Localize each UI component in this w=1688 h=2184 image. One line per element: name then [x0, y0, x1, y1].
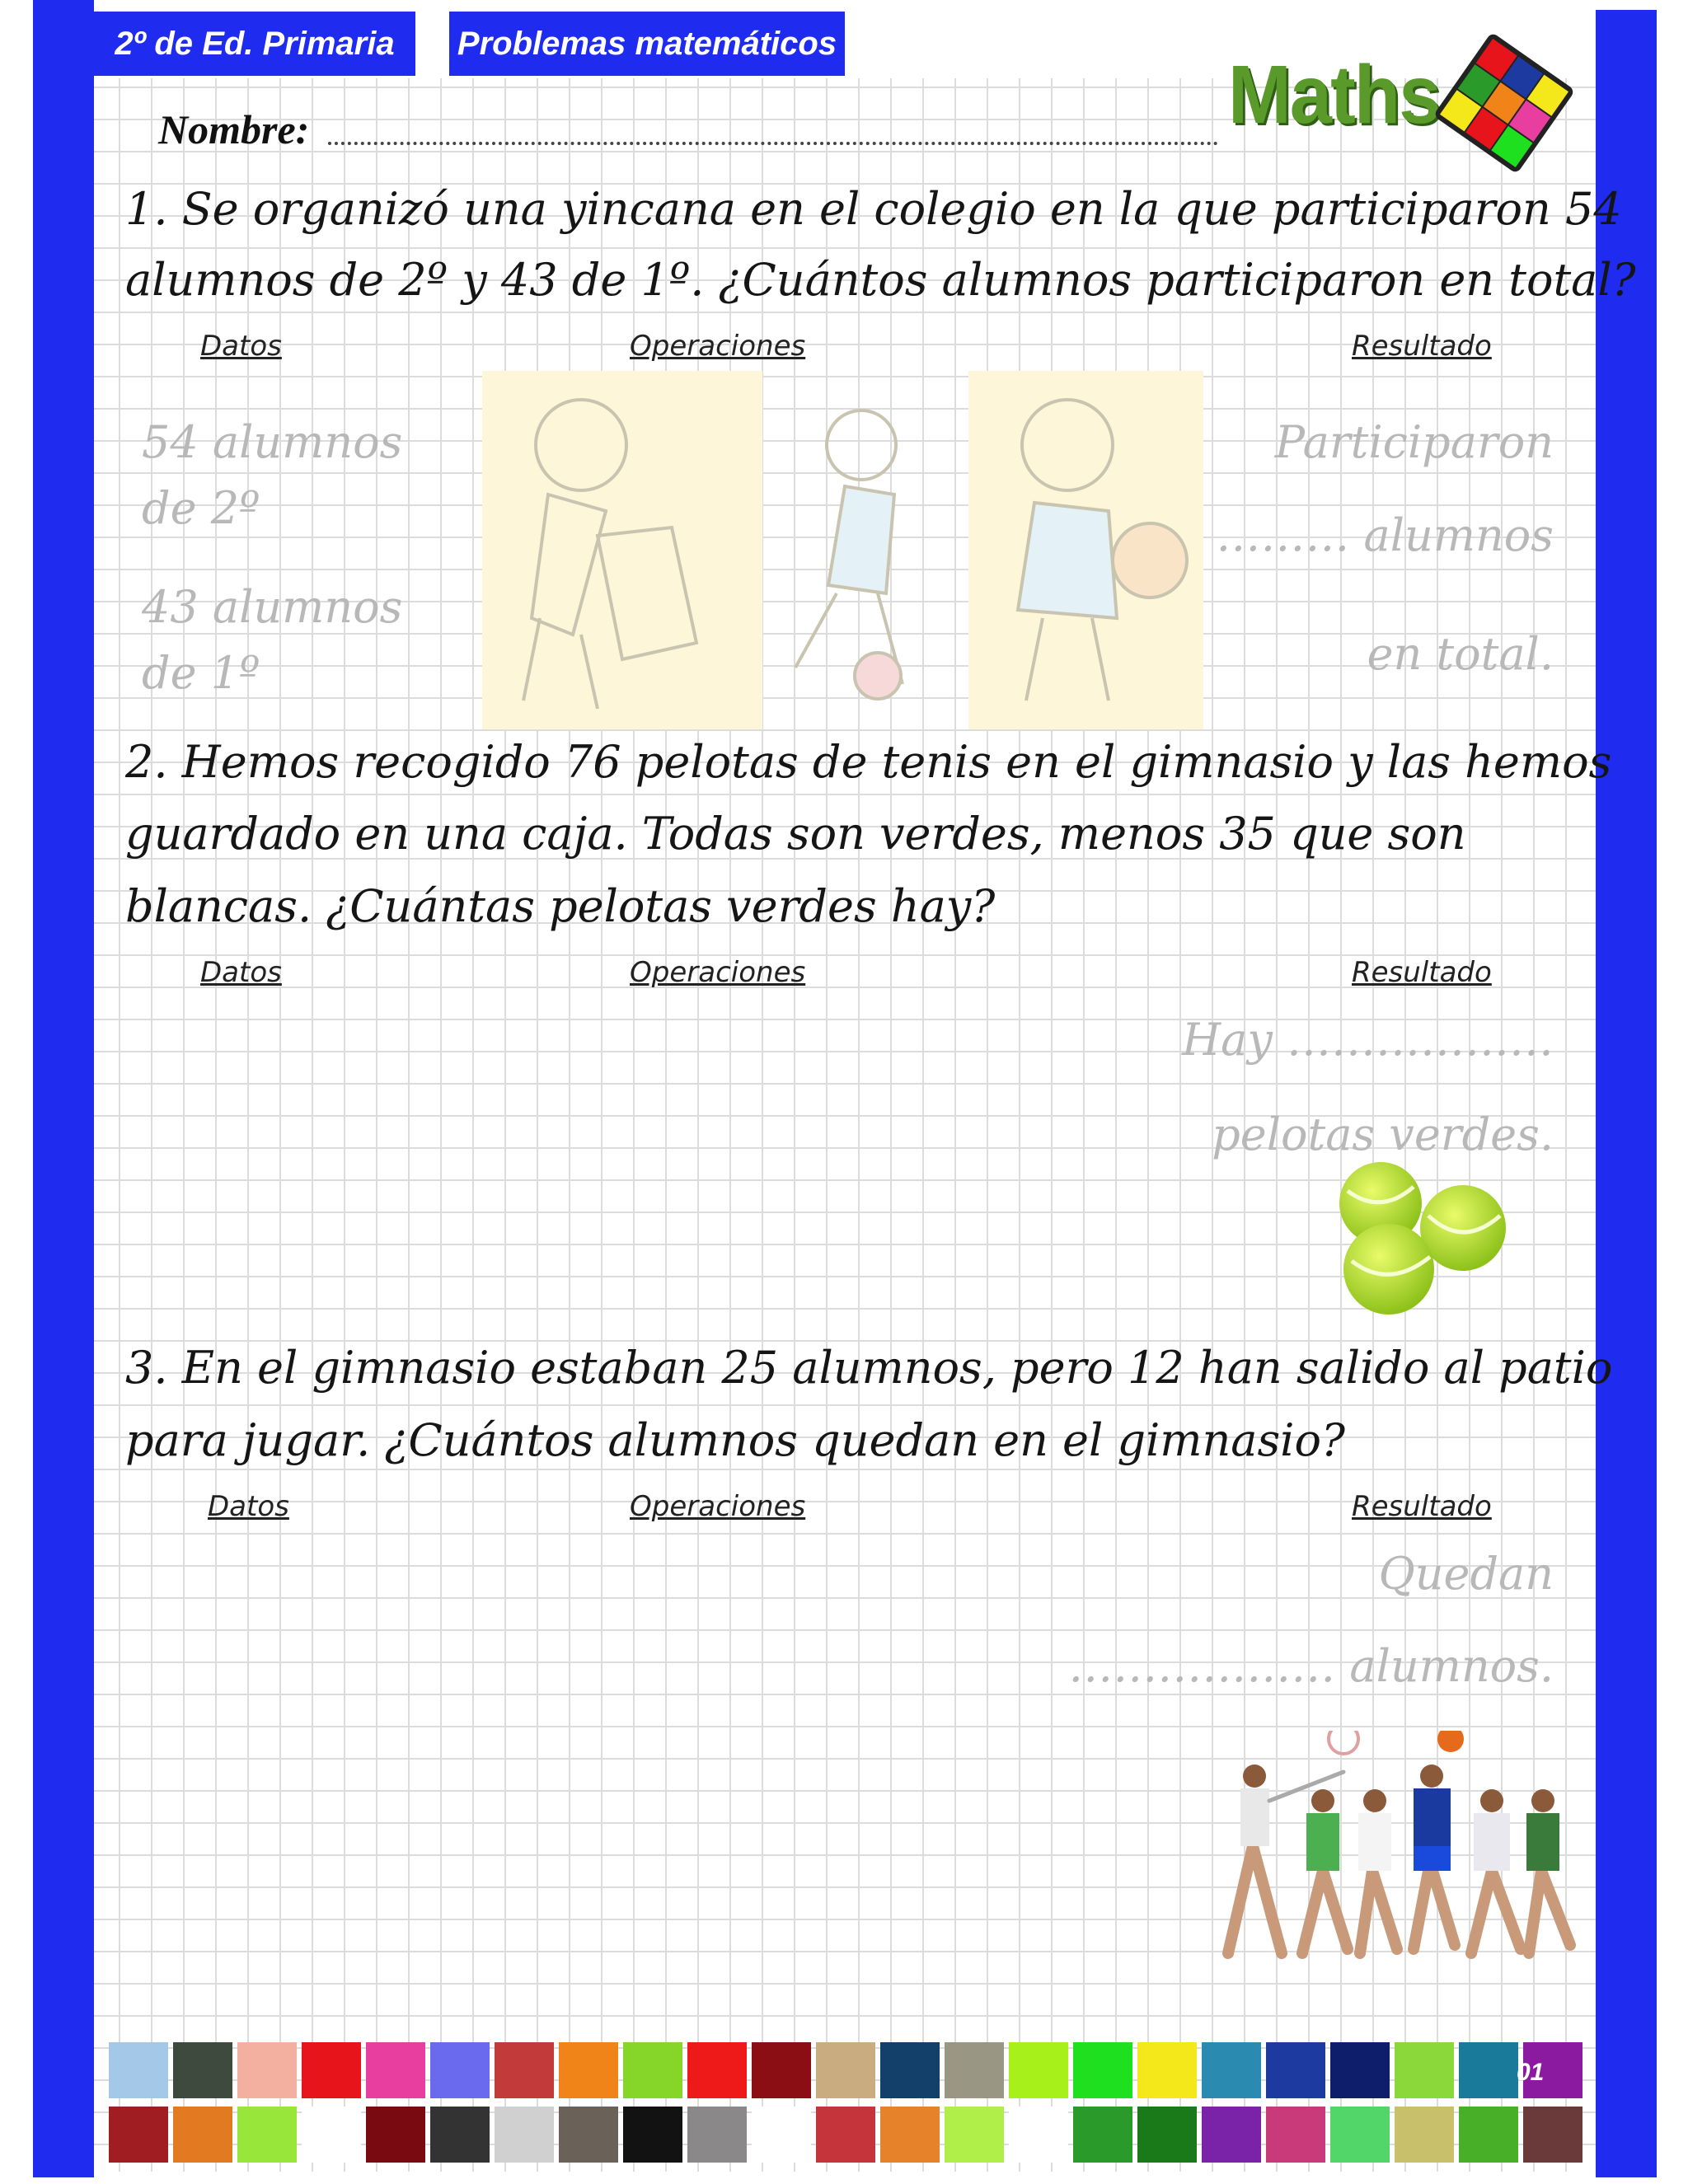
color-swatch	[1459, 2042, 1518, 2098]
color-swatch	[366, 2042, 425, 2098]
color-swatch	[1073, 2107, 1132, 2163]
color-swatch	[945, 2107, 1004, 2163]
color-swatch	[623, 2042, 682, 2098]
operaciones-label-3: Operaciones	[630, 1490, 806, 1523]
color-swatch	[623, 2107, 682, 2163]
datos-label-2: Datos	[200, 956, 282, 989]
color-swatch	[495, 2107, 554, 2163]
rubiks-cube-icon	[1434, 33, 1574, 173]
color-swatch	[237, 2042, 297, 2098]
resultado-2-line-2: pelotas verdes.	[1212, 1108, 1554, 1160]
operaciones-label-1: Operaciones	[630, 330, 806, 363]
problem-2-line-3: blancas. ¿Cuántas pelotas verdes hay?	[125, 880, 996, 932]
color-swatch	[1266, 2042, 1325, 2098]
problem-1-line-1: 1. Se organizó una yincana en el colegio en la que participaron 54	[125, 183, 1622, 235]
datos-label-1: Datos	[200, 330, 282, 363]
resultado-2-line-1: Hay ………………	[1182, 1014, 1554, 1066]
color-swatch	[880, 2042, 940, 2098]
resultado-1-line-1: Participaron	[1274, 416, 1554, 468]
name-field[interactable]	[328, 142, 1218, 145]
color-swatch	[495, 2042, 554, 2098]
worksheet-title-tab: Problemas matemáticos	[449, 12, 845, 76]
color-swatch	[366, 2107, 425, 2163]
datos-1-line-3: 43 alumnos	[142, 581, 403, 633]
resultado-3-line-2: ……………… alumnos.	[1068, 1640, 1554, 1692]
color-swatch	[1073, 2042, 1132, 2098]
color-swatch	[109, 2107, 168, 2163]
color-swatch	[1330, 2042, 1390, 2098]
tennis-balls-image	[1331, 1158, 1512, 1323]
color-swatch	[1330, 2107, 1390, 2163]
operaciones-label-2: Operaciones	[630, 956, 806, 989]
resultado-label-2: Resultado	[1352, 956, 1492, 989]
color-swatch	[559, 2107, 618, 2163]
color-swatch	[1202, 2042, 1261, 2098]
resultado-label-3: Resultado	[1352, 1490, 1492, 1523]
resultado-1-line-2: ……… alumnos	[1216, 509, 1554, 561]
athletes-image	[1203, 1731, 1582, 1978]
datos-1-line-2: de 2º	[142, 482, 260, 534]
color-swatch	[1009, 2107, 1068, 2163]
resultado-1-line-3: en total.	[1367, 628, 1554, 680]
color-swatch	[109, 2042, 168, 2098]
color-swatch	[1137, 2042, 1197, 2098]
palette-row-2	[109, 2107, 1582, 2163]
color-swatch	[1009, 2042, 1068, 2098]
color-swatch	[687, 2042, 747, 2098]
color-swatch	[559, 2042, 618, 2098]
problem-2-line-2: guardado en una caja. Todas son verdes, menos 35 que son	[125, 808, 1466, 860]
problem-3-line-1: 3. En el gimnasio estaban 25 alumnos, pero 12 han salido al patio	[125, 1342, 1613, 1394]
color-swatch	[1395, 2107, 1454, 2163]
resultado-3-line-1: Quedan	[1378, 1548, 1554, 1600]
problem-3-line-2: para jugar. ¿Cuántos alumnos quedan en el gimnasio?	[125, 1414, 1345, 1466]
resultado-label-1: Resultado	[1352, 330, 1492, 363]
color-swatch	[1459, 2107, 1518, 2163]
color-swatch	[816, 2042, 875, 2098]
color-swatch	[430, 2107, 490, 2163]
right-border-bar	[1596, 10, 1657, 2177]
color-swatch	[173, 2042, 232, 2098]
datos-label-3: Datos	[208, 1490, 289, 1523]
children-playing-illustration	[482, 371, 1203, 729]
grade-tab: 2º de Ed. Primaria	[94, 12, 415, 76]
datos-1-line-1: 54 alumnos	[142, 416, 403, 468]
color-swatch	[237, 2107, 297, 2163]
color-swatch	[687, 2107, 747, 2163]
color-swatch	[302, 2107, 361, 2163]
color-swatch	[1395, 2042, 1454, 2098]
color-swatch	[816, 2107, 875, 2163]
color-swatch	[430, 2042, 490, 2098]
datos-1-line-4: de 1º	[142, 647, 260, 699]
color-swatch	[1202, 2107, 1261, 2163]
color-swatch	[945, 2042, 1004, 2098]
problem-1-line-2: alumnos de 2º y 43 de 1º. ¿Cuántos alumnos participaron en total?	[125, 254, 1636, 306]
problem-2-line-1: 2. Hemos recogido 76 pelotas de tenis en el gimnasio y las hemos	[125, 736, 1612, 788]
left-border-bar	[33, 0, 94, 2177]
color-swatch	[1137, 2107, 1197, 2163]
color-swatch	[752, 2107, 811, 2163]
logo-text: Maths	[1228, 49, 1440, 141]
color-swatch	[752, 2042, 811, 2098]
name-label: Nombre:	[158, 106, 310, 152]
maths-logo	[1228, 33, 1574, 144]
palette-row-1	[109, 2042, 1582, 2098]
page-number: 01	[1517, 2059, 1545, 2086]
color-swatch	[173, 2107, 232, 2163]
color-swatch	[1523, 2107, 1582, 2163]
color-swatch	[302, 2042, 361, 2098]
color-swatch	[880, 2107, 940, 2163]
color-swatch	[1266, 2107, 1325, 2163]
